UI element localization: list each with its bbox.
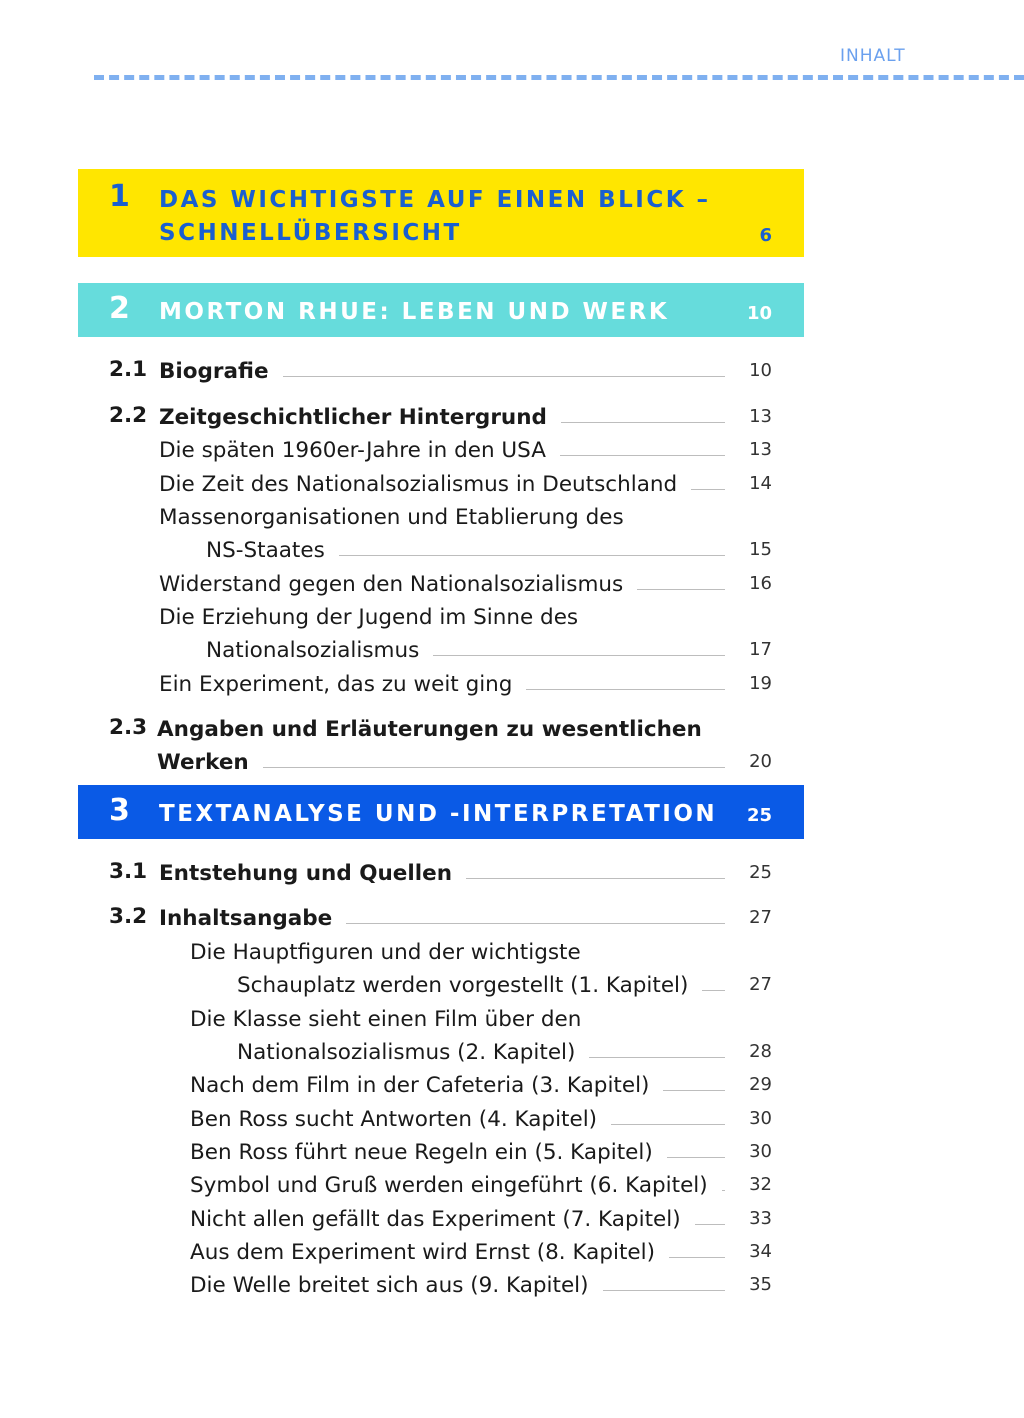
entry-page: 19 [749, 673, 772, 694]
entry-line [159, 667, 725, 697]
entry-title: Entstehung und Quellen [159, 861, 453, 886]
entry-line [190, 1002, 581, 1032]
entry-page: 32 [749, 1174, 772, 1195]
entry-line [157, 712, 702, 742]
entry-title: Widerstand gegen den Nationalsozialismus [159, 572, 624, 597]
leader-line [283, 376, 725, 377]
entry-title: Ben Ross führt neue Regeln ein (5. Kapitel) [190, 1140, 653, 1165]
leader-line [669, 1257, 725, 1258]
entry-page: 29 [749, 1074, 772, 1095]
entry-page: 30 [749, 1108, 772, 1129]
leader-line [339, 555, 725, 556]
leader-line [589, 1057, 725, 1058]
chapter-band-2[interactable] [78, 283, 804, 337]
entry-title: Massenorganisationen und Etablierung des [159, 505, 624, 530]
entry-page: 16 [749, 573, 772, 594]
entry-line [237, 968, 725, 998]
header-dashed-rule [94, 75, 1024, 80]
entry-title: Die späten 1960er-Jahre in den USA [159, 438, 546, 463]
leader-line [560, 455, 725, 456]
entry-title: Zeitgeschichtlicher Hintergrund [159, 405, 547, 430]
leader-line [611, 1124, 725, 1125]
entry-title: Die Welle breitet sich aus (9. Kapitel) [190, 1273, 589, 1298]
entry-line [159, 567, 725, 597]
running-header: INHALT [840, 46, 906, 66]
section-number: 2.3 [109, 715, 148, 740]
entry-page: 14 [749, 473, 772, 494]
leader-line [603, 1290, 725, 1291]
leader-line [702, 990, 725, 991]
entry-page: 25 [749, 862, 772, 883]
entry-page: 17 [749, 639, 772, 660]
chapter-band-3[interactable] [78, 785, 804, 839]
chapter-number: 2 [109, 291, 130, 326]
leader-line [526, 689, 725, 690]
section-number: 3.2 [109, 904, 148, 929]
leader-line [722, 1190, 725, 1191]
entry-line [237, 1035, 725, 1065]
section-number: 3.1 [109, 859, 148, 884]
leader-line [663, 1090, 725, 1091]
section-number: 2.2 [109, 403, 148, 428]
entry-page: 10 [749, 360, 772, 381]
entry-title: Biografie [159, 359, 269, 384]
entry-title: Die Erziehung der Jugend im Sinne des [159, 605, 579, 630]
entry-line [159, 467, 725, 497]
entry-title: Ben Ross sucht Antworten (4. Kapitel) [190, 1107, 598, 1132]
entry-line [206, 533, 725, 563]
leader-line [695, 1224, 725, 1225]
entry-line [206, 633, 725, 663]
chapter-title-line: TEXTANALYSE UND -INTERPRETATION [159, 801, 718, 827]
entry-title: Nationalsozialismus [206, 638, 420, 663]
chapter-title-line: DAS WICHTIGSTE AUF EINEN BLICK – [159, 187, 711, 213]
entry-title: Schauplatz werden vorgestellt (1. Kapitel) [237, 973, 689, 998]
chapter-band-1[interactable] [78, 169, 804, 257]
entry-line [190, 1135, 725, 1165]
entry-title: Ein Experiment, das zu weit ging [159, 672, 513, 697]
entry-page: 27 [749, 907, 772, 928]
entry-title: Werken [157, 750, 249, 775]
leader-line [466, 878, 725, 879]
entry-title: Symbol und Gruß werden eingeführt (6. Kapitel) [190, 1173, 708, 1198]
entry-line [159, 856, 725, 886]
entry-title: Die Zeit des Nationalsozialismus in Deutschland [159, 472, 678, 497]
entry-title: Angaben und Erläuterungen zu wesentlichen [157, 717, 702, 742]
leader-line [637, 589, 725, 590]
chapter-page: 6 [759, 225, 772, 246]
entry-page: 35 [749, 1274, 772, 1295]
section-number: 2.1 [109, 357, 148, 382]
entry-line [157, 745, 725, 775]
entry-title: Nationalsozialismus (2. Kapitel) [237, 1040, 576, 1065]
entry-page: 33 [749, 1208, 772, 1229]
entry-line [190, 1168, 725, 1198]
leader-line [433, 655, 725, 656]
leader-line [561, 422, 725, 423]
entry-line [159, 433, 725, 463]
entry-line [190, 1202, 725, 1232]
chapter-number: 3 [109, 793, 130, 828]
entry-page: 34 [749, 1241, 772, 1262]
entry-page: 13 [749, 439, 772, 460]
chapter-title-line: SCHNELLÜBERSICHT [159, 220, 462, 246]
entry-page: 30 [749, 1141, 772, 1162]
entry-page: 20 [749, 751, 772, 772]
entry-title: Nach dem Film in der Cafeteria (3. Kapitel) [190, 1073, 650, 1098]
entry-line [190, 1268, 725, 1298]
chapter-number: 1 [109, 179, 130, 214]
chapter-title-line: MORTON RHUE: LEBEN UND WERK [159, 299, 670, 325]
entry-title: Die Hauptfiguren und der wichtigste [190, 940, 581, 965]
leader-line [691, 489, 725, 490]
leader-line [263, 767, 725, 768]
entry-title: Aus dem Experiment wird Ernst (8. Kapitel) [190, 1240, 655, 1265]
entry-title: Nicht allen gefällt das Experiment (7. Kapitel) [190, 1207, 681, 1232]
entry-title: Inhaltsangabe [159, 906, 333, 931]
leader-line [346, 923, 725, 924]
entry-line [190, 1235, 725, 1265]
entry-line [190, 1102, 725, 1132]
entry-line [159, 500, 624, 530]
entry-line [159, 600, 578, 630]
entry-page: 28 [749, 1041, 772, 1062]
entry-title: Die Klasse sieht einen Film über den [190, 1007, 582, 1032]
entry-page: 13 [749, 406, 772, 427]
leader-line [667, 1157, 725, 1158]
entry-line [190, 935, 581, 965]
entry-page: 15 [749, 539, 772, 560]
entry-page: 27 [749, 974, 772, 995]
entry-line [159, 354, 725, 384]
chapter-page: 25 [746, 805, 772, 826]
chapter-page: 10 [746, 303, 772, 324]
entry-line [190, 1068, 725, 1098]
entry-line [159, 400, 725, 430]
entry-line [159, 901, 725, 931]
entry-title: NS-Staates [206, 538, 325, 563]
